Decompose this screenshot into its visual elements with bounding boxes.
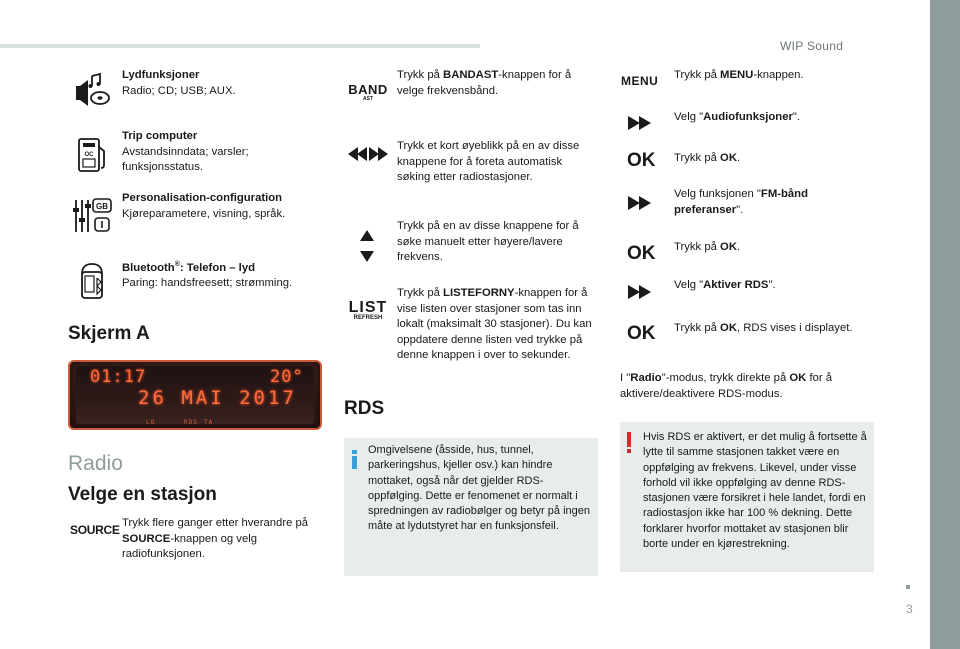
music-media-icon: [74, 72, 110, 108]
feature-title: Personalisation-configuration: [122, 192, 283, 204]
feature-desc: Kjøreparametere, visning, språk.: [122, 207, 286, 220]
manual-search-instruction: Trykk på en av disse knappene for å søke manuelt etter høyere/lavere frekvens.: [397, 220, 579, 263]
ok-key-label: OK: [627, 150, 656, 171]
forward-arrows-icon: [628, 285, 652, 299]
step-6: Velg "Aktiver RDS".: [674, 279, 776, 291]
up-down-arrows-icon: [360, 230, 374, 262]
warning-box: [620, 422, 874, 572]
side-band: [930, 0, 960, 649]
feature-personalisation: [122, 191, 322, 222]
feature-title: Lydfunksjoner: [122, 69, 200, 81]
info-icon: [352, 450, 358, 470]
info-text: Omgivelsene (åsside, hus, tunnel, parkeringshus, kjeller osv.) kan hindre mottaket, også når det gjelder RDS-oppfølging. Dette er fenomenet er normalt i spredningen av radiobølger og betyr på ingen måte at lydutstyret har en funksjonsfeil.: [368, 444, 590, 533]
page-number: 3: [906, 602, 913, 616]
forward-arrows-icon: [628, 116, 652, 130]
rds-heading: RDS: [344, 398, 385, 419]
feature-title: Trip computer: [122, 130, 198, 142]
display-indicator-lo: LO: [146, 419, 156, 426]
list-refresh-key-icon: LIST REFRESH: [348, 299, 388, 321]
display-temperature: 20°: [270, 367, 304, 387]
step-3: Trykk på OK.: [674, 152, 741, 164]
display-indicator-rds: RDS: [184, 419, 198, 426]
screen-a-display: [68, 360, 322, 430]
feature-desc: Radio; CD; USB; AUX.: [122, 84, 236, 97]
step-2: Velg "Audiofunksjoner".: [674, 111, 801, 123]
source-instruction: Trykk flere ganger etter hverandre på SOURCE-knappen og velg radiofunksjonen.: [122, 517, 309, 560]
screen-a-heading: Skjerm A: [68, 323, 150, 344]
ok-key-label: OK: [627, 323, 656, 344]
feature-title: Bluetooth®: Telefon – lyd: [122, 261, 256, 274]
display-date: 26 MAI 2017: [138, 387, 297, 409]
bluetooth-phone-icon: [78, 260, 108, 302]
page-marker: [906, 585, 910, 589]
radio-heading: Radio: [68, 452, 123, 475]
personalisation-icon: [72, 196, 112, 236]
band-key-icon: BAND AST: [348, 82, 388, 102]
seek-arrows-icon: [348, 147, 388, 161]
step-1: Trykk på MENU-knappen.: [674, 69, 804, 81]
menu-key-label: MENU: [621, 74, 659, 88]
select-station-heading: Velge en stasjon: [68, 484, 217, 505]
header-rule: [0, 44, 480, 48]
list-refresh-instruction: Trykk på LISTEFORNY-knappen for å vise listen over stasjoner som tas inn lokalt (maksimalt 30 stasjoner). Du kan oppdatere denne listen ved trykke på denne knappen i over to sekunder.: [397, 287, 592, 361]
step-5: Trykk på OK.: [674, 241, 741, 253]
feature-bluetooth: [122, 257, 322, 292]
info-box: [344, 438, 598, 576]
feature-desc: Paring: handsfreesett; strømming.: [122, 277, 293, 290]
forward-arrows-icon: [628, 196, 652, 210]
seek-instruction: Trykk et kort øyeblikk på en av disse knappene for å foreta automatisk søking etter radiostasjoner.: [397, 140, 580, 183]
svg-text:OC: OC: [84, 152, 94, 158]
feature-audio: [122, 68, 322, 99]
source-key-label: SOURCE: [70, 523, 120, 537]
warning-text: Hvis RDS er aktivert, er det mulig å fortsette å lytte til samme stasjonen takket være en oppfølging av frekvens. Likevel, under visse forhold vil ikke oppfølging av denne RDS-stasjonen være forsikret i hele landet, fordi en radiostasjon ikke har 100 % dekning. Dette forklarer hvorfor mottaket av stasjonen blir borte under en kjørestrekning.: [643, 431, 867, 551]
step-4: Velg funksjonen "FM-bånd preferanser".: [674, 188, 808, 216]
display-indicator-ta: TA: [204, 419, 214, 426]
display-time: 01:17: [90, 367, 147, 387]
warning-icon: [626, 432, 632, 454]
step-7: Trykk på OK, RDS vises i displayet.: [674, 322, 853, 334]
feature-trip-computer: [122, 129, 322, 176]
band-instruction: Trykk på BANDAST-knappen for å velge frekvensbånd.: [397, 69, 572, 97]
radio-mode-note: I "Radio"-modus, trykk direkte på OK for å aktivere/deaktivere RDS-modus.: [620, 372, 833, 400]
ok-key-label: OK: [627, 243, 656, 264]
trip-computer-icon: [76, 135, 108, 175]
feature-desc: Avstandsinndata; varsler; funksjonsstatus.: [122, 145, 249, 173]
section-title: WIP Sound: [780, 39, 844, 53]
svg-text:GB: GB: [96, 202, 108, 211]
